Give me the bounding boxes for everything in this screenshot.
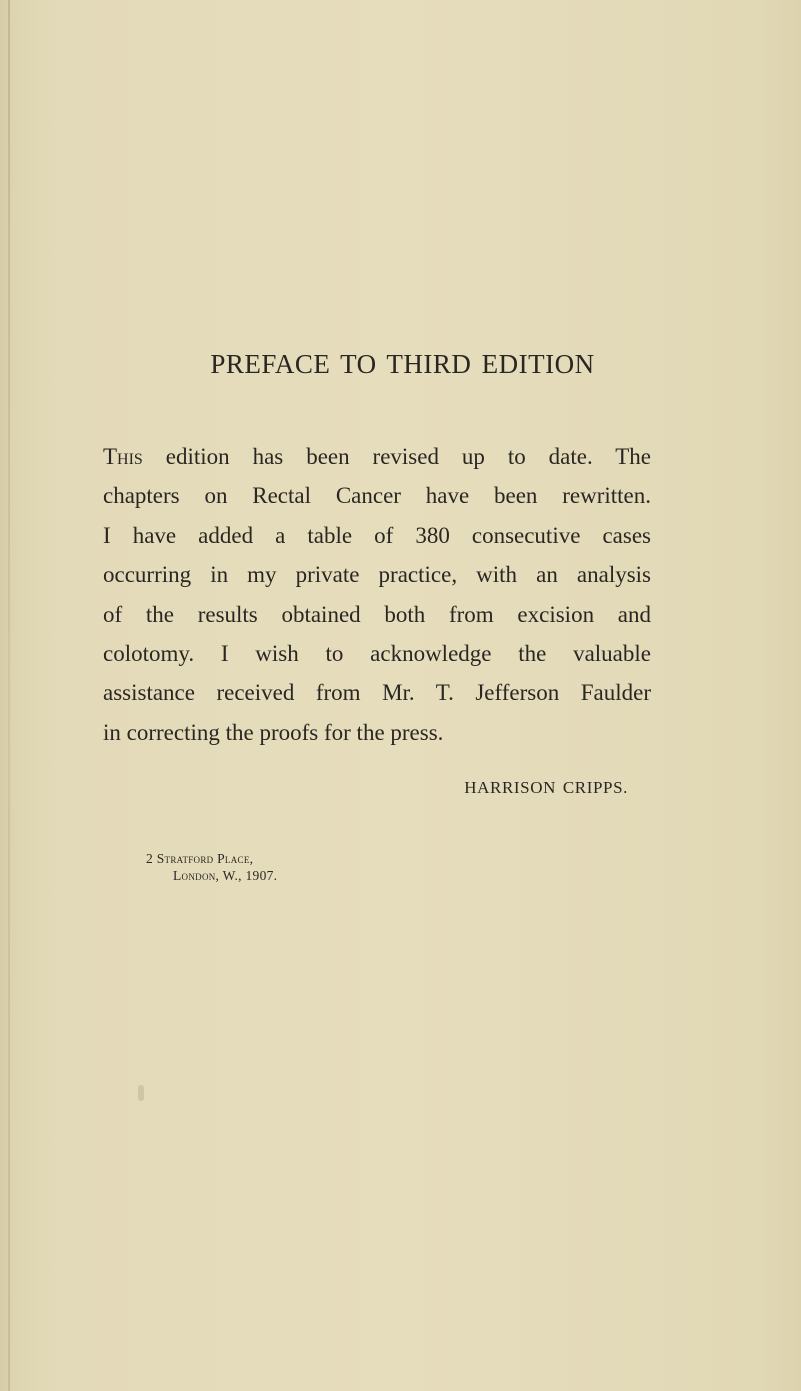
paragraph-line: occurring in my private practice, with an analysis (103, 562, 651, 588)
address-number: 2 (146, 851, 157, 866)
address-line-1 (146, 850, 277, 867)
paragraph-line: colotomy. I wish to acknowledge the valuable (103, 640, 651, 666)
author-address (146, 850, 277, 884)
address-line-2 (146, 867, 277, 884)
preface-heading: PREFACE TO THIRD EDITION (210, 349, 595, 379)
paragraph-line: in correcting the proofs for the press. (103, 719, 444, 745)
binding-gutter-shadow (8, 0, 10, 1391)
address-city: London, W., (173, 868, 242, 883)
address-street: Stratford Place, (156, 851, 254, 866)
preface-paragraph (103, 437, 651, 752)
address-year: 1907. (241, 868, 278, 883)
paragraph-line: chapters on Rectal Cancer have been rewritten. (103, 483, 651, 509)
paragraph-line-text: edition has been revised up to date. The (142, 444, 651, 469)
paragraph-line: of the results obtained both from excision and (103, 601, 651, 627)
paragraph-line (103, 437, 651, 476)
paper-smudge (138, 1085, 144, 1101)
paragraph-first-word: This (103, 444, 143, 469)
author-signature: HARRISON CRIPPS. (464, 778, 628, 797)
paragraph-line: I have added a table of 380 consecutive cases (103, 522, 651, 548)
paragraph-line: assistance received from Mr. T. Jefferson Faulder (103, 680, 651, 706)
